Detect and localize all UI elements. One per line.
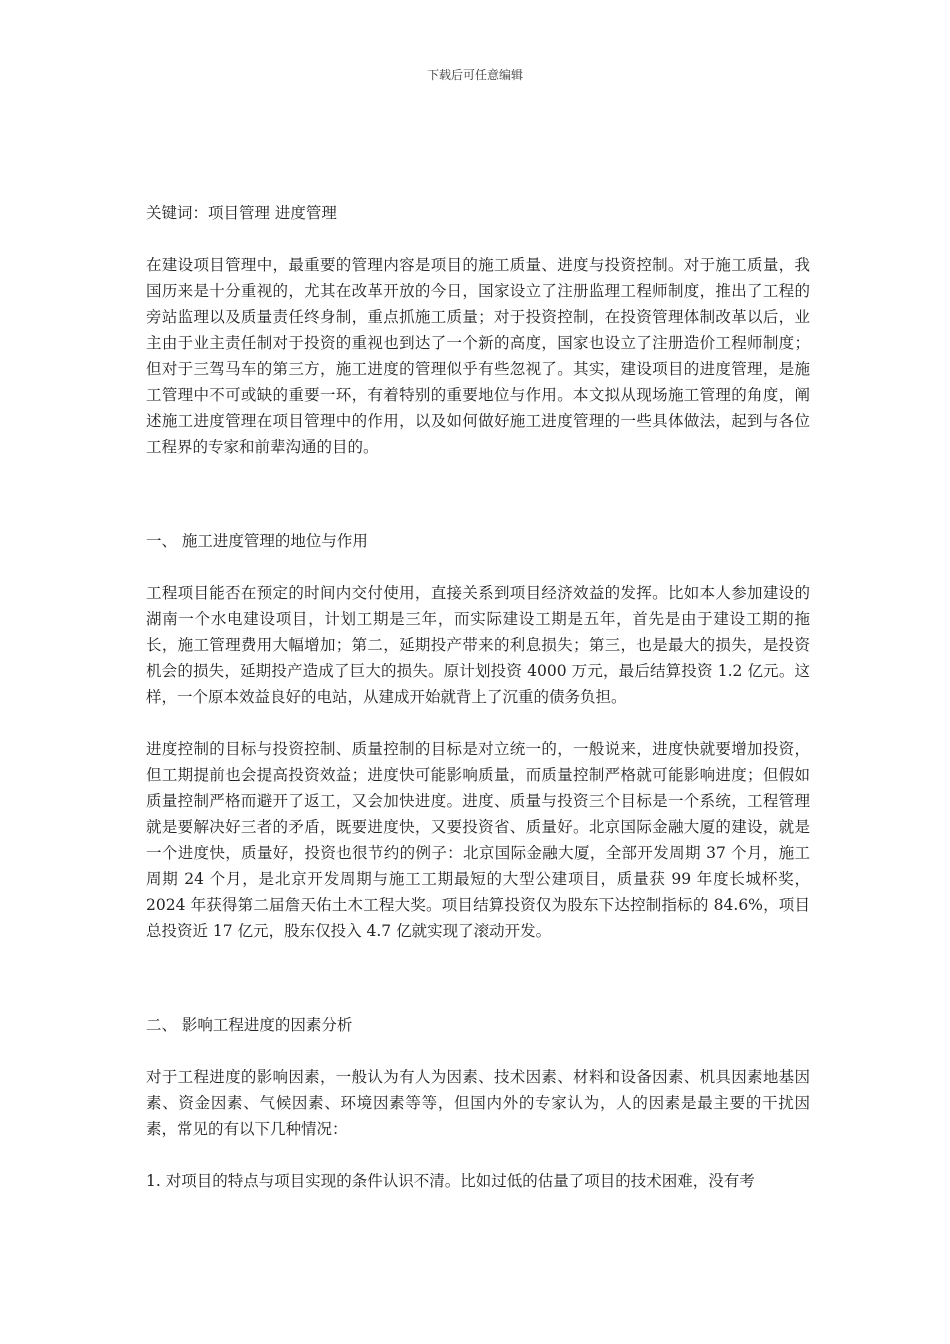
section-1-heading: 一、 施工进度管理的地位与作用 [146,532,368,550]
section-1-paragraph-2: 进度控制的目标与投资控制、质量控制的目标是对立统一的，一般说来，进度快就要增加投资，但工期提前也会提高投资效益；进度快可能影响质量，而质量控制严格就可能影响进度；但假如质量控制严格而避开了返工，又会加快进度。进度、质量与投资三个目标是一个系统，工程管理就是要解决好三者的矛盾，既要进度快，又要投资省、质量好。北京国际金融大厦的建设，就是一个进度快，质量好，投资也很节约的例子：北京国际金融大厦，全部开发周期 37 个月，施工周期 24 个月，是北京开发周期与施工工期最短的大型公建项目，质量获 99 年度长城杯奖， 2024 年获得第二届詹天佑土木工程大奖。项目结算投资仅为股东下达控制指标的 84.6%，项目总投资近 17 亿元，股东仅投入 4.7 亿就实现了滚动开发。 [146,740,810,940]
section-2-list-item-1: 1. 对项目的特点与项目实现的条件认识不清。比如过低的估量了项目的技术困难，没有考 [146,1172,755,1190]
section-2-paragraph-1: 对于工程进度的影响因素，一般认为有人为因素、技术因素、材料和设备因素、机具因素地基因素、资金因素、气候因素、环境因素等等，但国内外的专家认为，人的因素是最主要的干扰因素，常见的有以下几种情况： [146,1068,810,1138]
intro-paragraph: 在建设项目管理中，最重要的管理内容是项目的施工质量、进度与投资控制。对于施工质量，我国历来是十分重视的，尤其在改革开放的今日，国家设立了注册监理工程师制度，推出了工程的旁站监理以及质量责任终身制，重点抓施工质量；对于投资控制，在投资管理体制改革以后，业主由于业主责任制对于投资的重视也到达了一个新的高度，国家也设立了注册造价工程师制度；但对于三驾马车的第三方，施工进度的管理似乎有些忽视了。其实，建设项目的进度管理，是施工管理中不可或缺的重要一环，有着特别的重要地位与作用。本文拟从现场施工管理的角度，阐述施工进度管理在项目管理中的作用，以及如何做好施工进度管理的一些具体做法，起到与各位工程界的专家和前辈沟通的目的。 [146,256,810,456]
section-2-heading: 二、 影响工程进度的因素分析 [146,1016,353,1034]
document-body [146,200,810,1194]
section-1-paragraph-1: 工程项目能否在预定的时间内交付使用，直接关系到项目经济效益的发挥。比如本人参加建设的湖南一个水电建设项目，计划工期是三年，而实际建设工期是五年，首先是由于建设工期的拖长，施工管理费用大幅增加；第二，延期投产带来的利息损失；第三，也是最大的损失，是投资机会的损失，延期投产造成了巨大的损失。原计划投资 4000 万元，最后结算投资 1.2 亿元。这样，一个原本效益良好的电站，从建成开始就背上了沉重的债务负担。 [146,584,810,706]
page-header: 下载后可任意编辑 [426,68,523,82]
keywords-line: 关键词：项目管理 进度管理 [146,204,337,222]
